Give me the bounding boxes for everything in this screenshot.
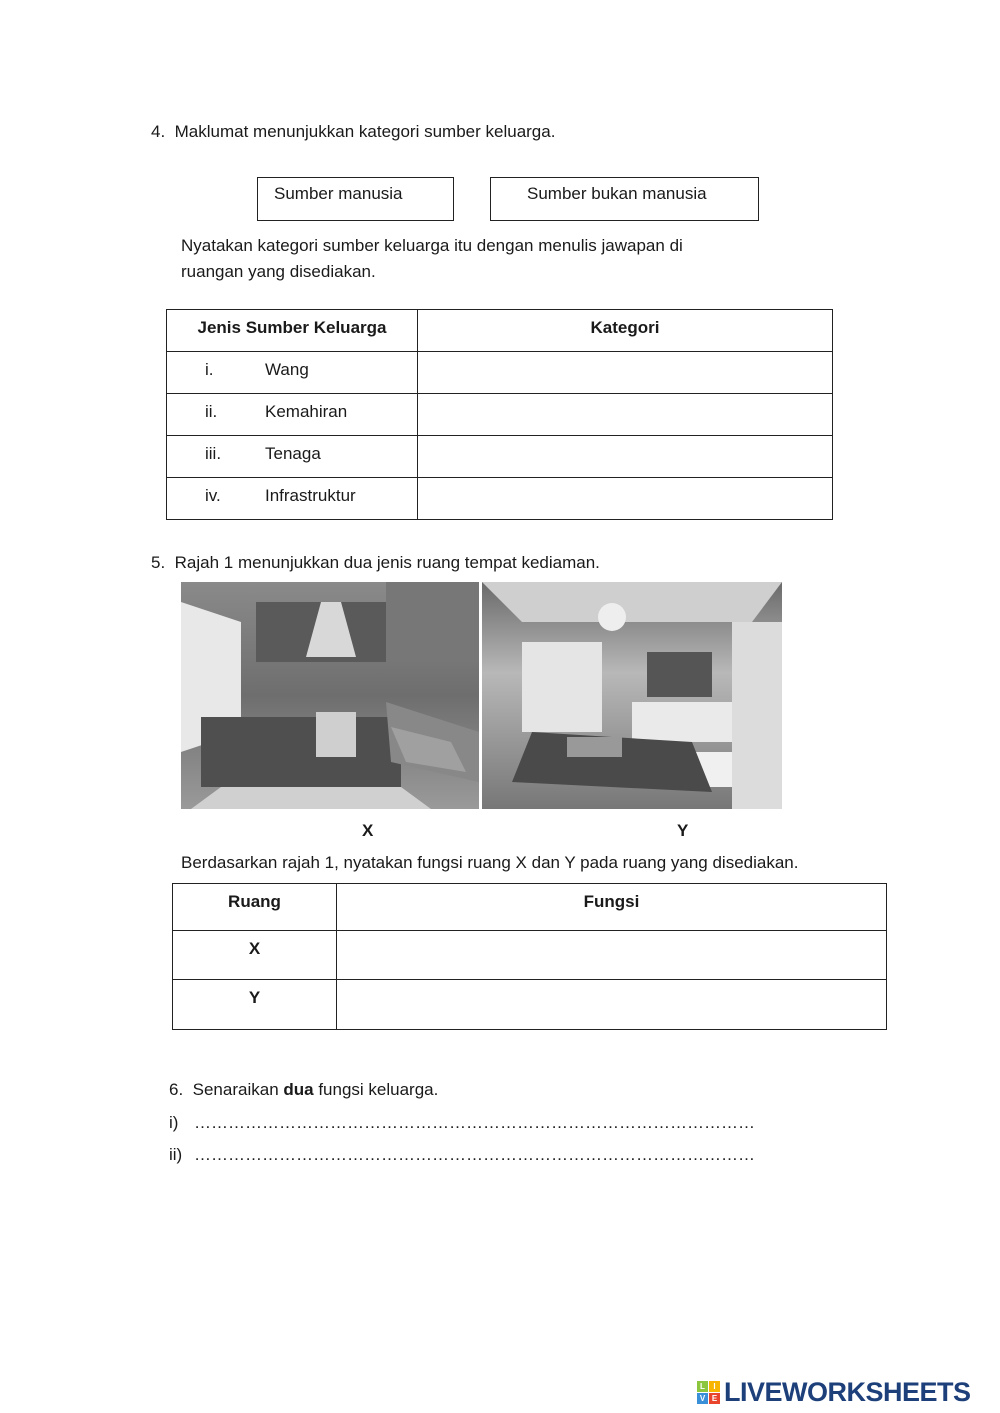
answer-dots: ……………………………………………………………………………………… — [194, 1145, 755, 1164]
q5-question — [151, 553, 600, 573]
row-item: Infrastruktur — [265, 486, 356, 505]
row-item: Wang — [265, 360, 309, 379]
logo-letter: L — [697, 1381, 708, 1392]
box-sumber-bukan-manusia: Sumber bukan manusia — [490, 177, 759, 221]
kitchen-photo — [181, 582, 479, 809]
answer-label: ii) — [169, 1145, 183, 1164]
logo-letter: E — [709, 1393, 720, 1404]
row-num: ii. — [205, 402, 218, 421]
row-item: Kemahiran — [265, 402, 348, 421]
q4-number: 4. — [151, 122, 166, 141]
table-row — [173, 980, 887, 1030]
row-label: Y — [173, 980, 337, 1030]
answer-label: i) — [169, 1113, 179, 1132]
q6-question — [169, 1080, 438, 1100]
row-num: iii. — [205, 444, 222, 463]
answer-cell[interactable] — [418, 394, 833, 436]
q4-text: Maklumat menunjukkan kategori sumber keluarga. — [174, 122, 556, 141]
row-num: i. — [205, 360, 214, 379]
q5-text: Rajah 1 menunjukkan dua jenis ruang tempat kediaman. — [174, 553, 600, 572]
row-label: X — [173, 931, 337, 980]
q6-text: Senaraikan — [192, 1080, 284, 1099]
header-jenis: Jenis Sumber Keluarga — [167, 310, 418, 352]
q5-instruction: Berdasarkan rajah 1, nyatakan fungsi ruang X dan Y pada ruang yang disediakan. — [181, 853, 799, 872]
table-row — [167, 478, 833, 520]
header-kategori: Kategori — [418, 310, 833, 352]
answer-line-2[interactable] — [169, 1145, 755, 1165]
answer-cell[interactable] — [418, 436, 833, 478]
header-ruang: Ruang — [173, 884, 337, 931]
label-y: Y — [677, 821, 689, 840]
logo-letter: V — [697, 1393, 708, 1404]
liveworksheets-logo — [697, 1377, 971, 1408]
table-row — [167, 436, 833, 478]
q6-number: 6. — [169, 1080, 184, 1099]
q6-text-end: fungsi keluarga. — [313, 1080, 439, 1099]
q5-number: 5. — [151, 553, 166, 572]
answer-line-1[interactable] — [169, 1113, 755, 1133]
answer-cell[interactable] — [418, 478, 833, 520]
answer-cell[interactable] — [337, 980, 887, 1030]
answer-cell[interactable] — [418, 352, 833, 394]
q4-instruction-1: Nyatakan kategori sumber keluarga itu dengan menulis jawapan di — [181, 236, 683, 255]
logo-text: LIVEWORKSHEETS — [724, 1377, 971, 1407]
q4-table — [166, 309, 833, 520]
table-row — [173, 931, 887, 980]
label-x: X — [362, 821, 374, 840]
answer-dots: ……………………………………………………………………………………… — [194, 1113, 755, 1132]
q6-bold: dua — [283, 1080, 314, 1099]
living-room-photo — [482, 582, 782, 809]
box-sumber-manusia: Sumber manusia — [257, 177, 454, 221]
q5-table — [172, 883, 887, 1030]
logo-letter: I — [709, 1381, 720, 1392]
table-row — [167, 394, 833, 436]
row-item: Tenaga — [265, 444, 321, 463]
header-fungsi: Fungsi — [337, 884, 887, 931]
logo-icon — [697, 1381, 720, 1404]
row-num: iv. — [205, 486, 221, 505]
answer-cell[interactable] — [337, 931, 887, 980]
q4-question — [151, 122, 555, 142]
table-row — [167, 352, 833, 394]
q4-instruction-2: ruangan yang disediakan. — [181, 262, 376, 281]
